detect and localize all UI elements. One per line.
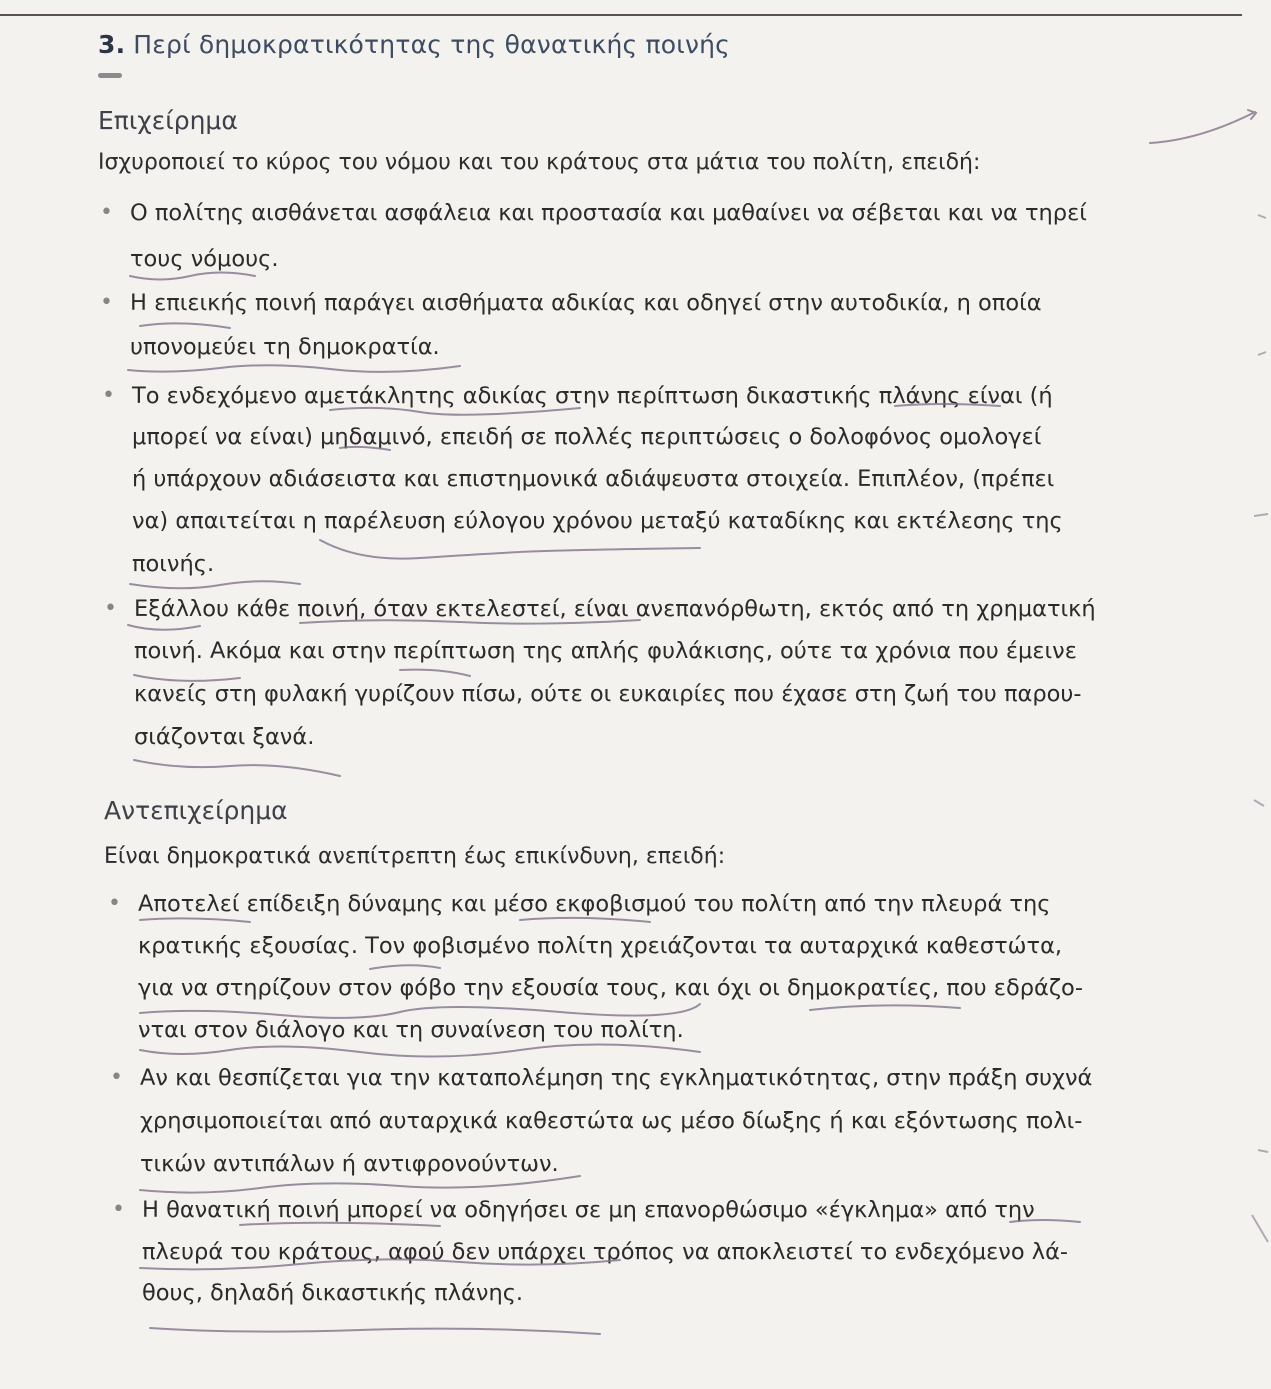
bullet-dot-icon: •	[104, 596, 117, 621]
margin-tick	[1252, 1215, 1268, 1242]
underline-squiggle	[140, 1044, 700, 1056]
underline-squiggle	[140, 918, 250, 922]
bullet-line: Αν και θεσπίζεται για την καταπολέμηση της εγκληματικότητας, στην πράξη συχνά	[140, 1065, 1093, 1091]
margin-arrow-mark	[1150, 112, 1255, 143]
bullet-line: Ο πολίτης αισθάνεται ασφάλεια και προστασία και μαθαίνει να σέβεται και να τηρεί	[130, 200, 1087, 226]
bullet-line: Το ενδεχόμενο αμετάκλητης αδικίας στην περίπτωση δικαστικής πλάνης είναι (ή	[132, 383, 1053, 409]
underline-squiggle	[320, 540, 700, 559]
bullet-line: για να στηρίζουν στον φόβο την εξουσία τους, και όχι οι δημοκρατίες, που εδράζο-	[138, 975, 1083, 1001]
bullet-dot-icon: •	[108, 891, 121, 916]
underline-squiggle	[400, 670, 470, 676]
bullet-line: Η επιεικής ποινή παράγει αισθήματα αδικίας και οδηγεί στην αυτοδικία, η οποία	[130, 290, 1042, 316]
bullet-line: θους, δηλαδή δικαστικής πλάνης.	[142, 1280, 524, 1306]
underline-squiggle	[240, 1223, 440, 1226]
bullet-line: μπορεί να είναι) μηδαμινό, επειδή σε πολλές περιπτώσεις ο δολοφόνος ομολογεί	[132, 424, 1042, 450]
underline-squiggle	[130, 273, 255, 280]
margin-tick	[1258, 215, 1266, 218]
underline-squiggle	[520, 918, 650, 922]
underline-squiggle	[150, 1328, 600, 1334]
bullet-line: τικών αντιπάλων ή αντιφρονούντων.	[140, 1151, 559, 1177]
underline-squiggle	[134, 760, 340, 776]
bullet-line: ποινής.	[132, 551, 215, 577]
bullet-dot-icon: •	[100, 200, 113, 225]
argument-heading: Επιχείρημα	[98, 106, 238, 135]
bullet-line: κρατικής εξουσίας. Τον φοβισμένο πολίτη χρειάζονται τα αυταρχικά καθεστώτα,	[138, 933, 1063, 959]
underline-squiggle	[140, 323, 230, 328]
counterargument-heading: Αντεπιχείρημα	[104, 796, 288, 825]
margin-arrow-head	[1248, 110, 1256, 119]
bullet-line: νται στον διάλογο και τη συναίνεση του πολίτη.	[138, 1017, 684, 1043]
underline-squiggle	[810, 1005, 960, 1010]
underline-squiggle	[130, 581, 300, 588]
section-number: 3.	[98, 30, 126, 59]
underline-squiggle	[140, 1004, 700, 1018]
bullet-line: πλευρά του κράτους, αφού δεν υπάρχει τρόπος να αποκλειστεί το ενδεχόμενο λά-	[142, 1239, 1069, 1265]
section-title	[98, 30, 730, 59]
title-underline-mark	[98, 73, 122, 78]
margin-tick	[1254, 514, 1268, 516]
bullet-dot-icon: •	[102, 383, 115, 408]
underline-squiggle	[128, 625, 200, 630]
bullet-dot-icon: •	[110, 1065, 123, 1090]
bullet-line: υπονομεύει τη δημοκρατία.	[130, 334, 440, 360]
bullet-line: Εξάλλου κάθε ποινή, όταν εκτελεστεί, είναι ανεπανόρθωτη, εκτός από τη χρηματική	[134, 596, 1096, 622]
underline-squiggle	[134, 675, 240, 681]
underline-squiggle	[140, 1176, 580, 1193]
counterargument-intro: Είναι δημοκρατικά ανεπίτρεπτη έως επικίνδυνη, επειδή:	[104, 844, 726, 869]
margin-tick	[1258, 352, 1266, 355]
bullet-line: κανείς στη φυλακή γυρίζουν πίσω, ούτε οι ευκαιρίες που έχασε στη ζωή του παρου-	[134, 681, 1082, 707]
margin-tick	[1254, 800, 1264, 806]
bullet-dot-icon: •	[100, 290, 113, 315]
underline-squiggle	[128, 365, 460, 372]
bullet-line: Η θανατική ποινή μπορεί να οδηγήσει σε μη επανορθώσιμο «έγκλημα» από την	[142, 1197, 1035, 1223]
bullet-line: ποινή. Ακόμα και στην περίπτωση της απλής φυλάκισης, ούτε τα χρόνια που έμεινε	[134, 638, 1077, 664]
bullet-dot-icon: •	[112, 1197, 125, 1222]
bullet-line: ή υπάρχουν αδιάσειστα και επιστημονικά αδιάψευστα στοιχεία. Επιπλέον, (πρέπει	[132, 466, 1055, 492]
bullet-line: να) απαιτείται η παρέλευση εύλογου χρόνου μεταξύ καταδίκης και εκτέλεσης της	[132, 508, 1063, 534]
underline-squiggle	[370, 965, 440, 969]
bullet-line: Αποτελεί επίδειξη δύναμης και μέσο εκφοβισμού του πολίτη από την πλευρά της	[138, 891, 1051, 917]
margin-tick	[1258, 1150, 1268, 1152]
argument-intro: Ισχυροποιεί το κύρος του νόμου και του κράτους στα μάτια του πολίτη, επειδή:	[98, 150, 981, 175]
bullet-line: χρησιμοποιείται από αυταρχικά καθεστώτα ως μέσο δίωξης ή και εξόντωσης πολι-	[140, 1108, 1083, 1134]
section-title-text: Περί δημοκρατικότητας της θανατικής ποινής	[133, 30, 731, 59]
bullet-line: σιάζονται ξανά.	[134, 724, 315, 750]
bullet-line: τους νόμους.	[130, 246, 279, 272]
